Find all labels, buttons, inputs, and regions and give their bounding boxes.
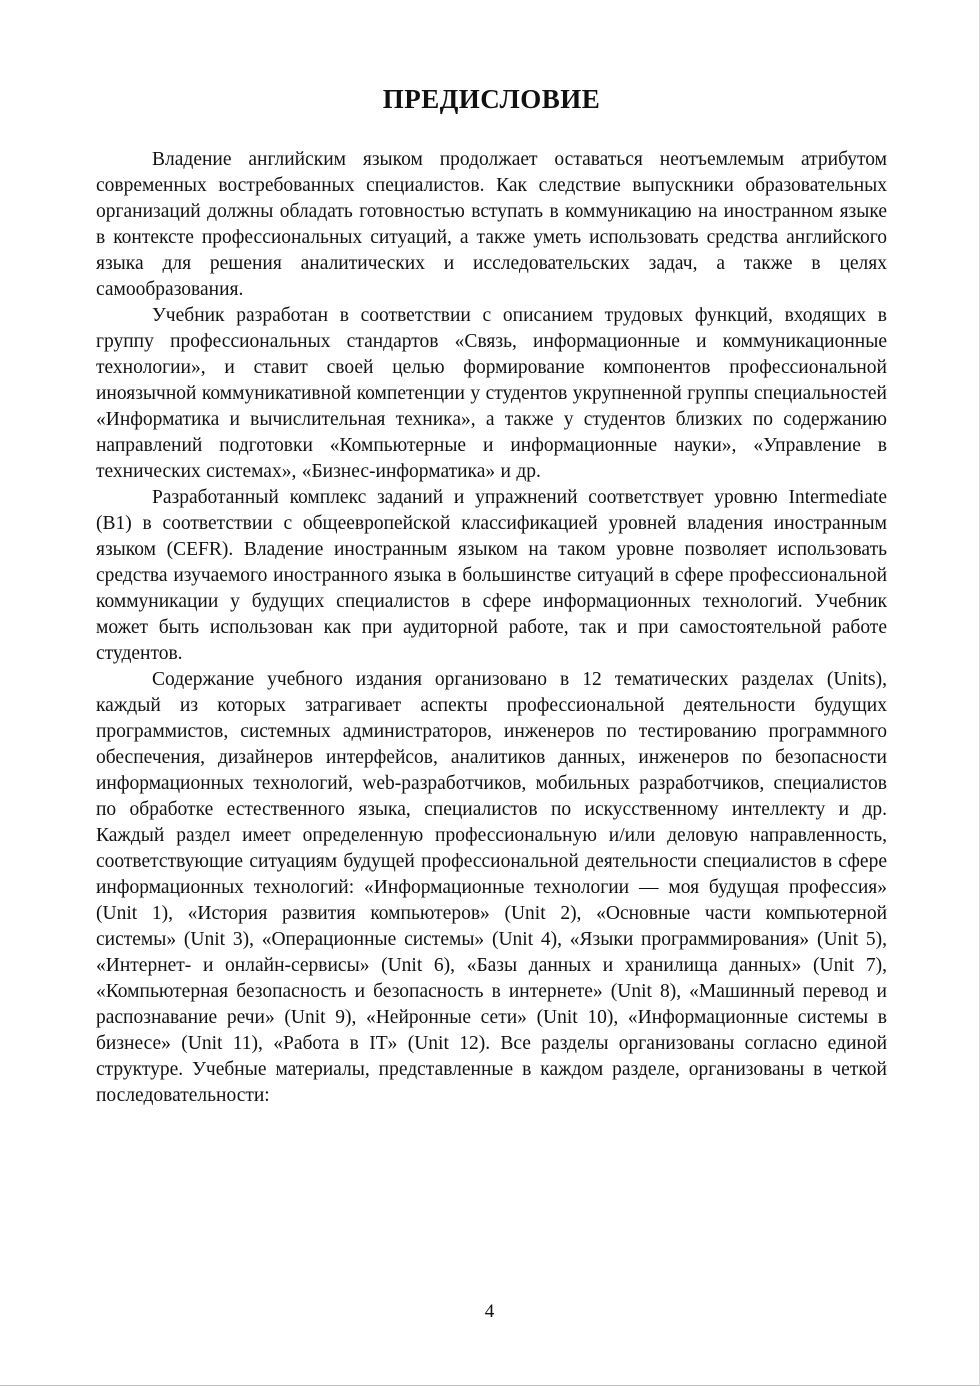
page-number: 4 (484, 1301, 495, 1322)
preface-body (96, 147, 887, 1109)
page-title: ПРЕДИСЛОВИЕ (382, 84, 601, 114)
paragraph: Содержание учебного издания организовано в 12 тематических разделах (Units), каждый из которых затрагивает аспекты профессиональной деятельности будущих программистов, системных администраторов, инженеров по тестированию программного обеспечения, дизайнеров интерфейсов, аналитиков данных, инженеров по безопасности информационных технологий, web-разработчиков, мобильных разработчиков, специалистов по обработке естественного языка, специалистов по искусственному интеллекту и др. Каждый раздел имеет определенную профессиональную и/или деловую направленность, соответствующие ситуациям будущей профессиональной деятельности специалистов в сфере информационных технологий: «Информационные технологии — моя будущая профессия» (Unit 1), «История развития компьютеров» (Unit 2), «Основные части компьютерной системы» (Unit 3), «Операционные системы» (Unit 4), «Языки программирования» (Unit 5), «Интернет- и онлайн-сервисы» (Unit 6), «Базы данных и хранилища данных» (Unit 7), «Компьютерная безопасность и безопасность в интернете» (Unit 8), «Машинный перевод и распознавание речи» (Unit 9), «Нейронные сети» (Unit 10), «Информационные системы в бизнесе» (Unit 11), «Работа в IT» (Unit 12). Все разделы организованы согласно единой структуре. Учебные материалы, представленные в каждом разделе, организованы в четкой последовательности: (96, 669, 887, 1106)
paragraph: Владение английским языком продолжает оставаться неотъемлемым атрибутом современных востребованных специалистов. Как следствие выпускники образовательных организаций должны обладать готовностью вступать в коммуникацию на иностранном языке в контексте профессиональных ситуаций, а также уметь использовать средства английского языка для решения аналитических и исследовательских задач, а также в целях самообразования. (96, 149, 887, 300)
paragraph: Разработанный комплекс заданий и упражнений соответствует уровню Intermediate (B1) в соответствии с общеевропейской классификацией уровней владения иностранным языком (CEFR). Владение иностранным языком на таком уровне позволяет использовать средства изучаемого иностранного языка в большинстве ситуаций в сфере профессиональной коммуникации у будущих специалистов в сфере информационных технологий. Учебник может быть использован как при аудиторной работе, так и при самостоятельной работе студентов. (96, 487, 887, 664)
paragraph: Учебник разработан в соответствии с описанием трудовых функций, входящих в группу профессиональных стандартов «Связь, информационные и коммуникационные технологии», и ставит своей целью формирование компонентов профессиональной иноязычной коммуникативной компетенции у студентов укрупненной группы специальностей «Информатика и вычислительная техника», а также у студентов близких по содержанию направлений подготовки «Компьютерные и информационные науки», «Управление в технических системах», «Бизнес-информатика» и др. (96, 305, 887, 482)
